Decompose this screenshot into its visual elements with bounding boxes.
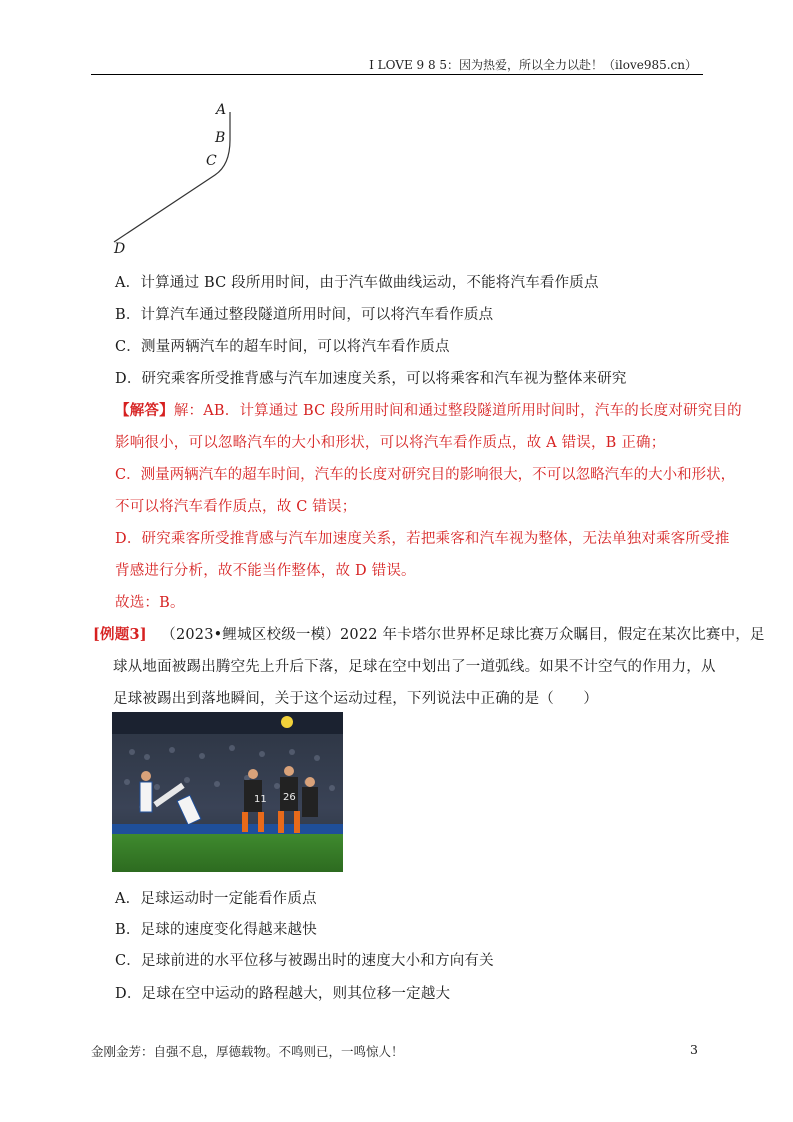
answer-line-5: D．研究乘客所受推背感与汽车加速度关系，若把乘客和汽车视为整体，无法单独对乘客所受推: [115, 531, 730, 547]
option-d: D．研究乘客所受推背感与汽车加速度关系，可以将乘客和汽车视为整体来研究: [115, 371, 627, 387]
example3-option-b: B．足球的速度变化得越来越快: [115, 922, 317, 938]
answer-tag: 【解答】: [115, 402, 174, 419]
answer-line-4: 不可以将汽车看作质点，故 C 错误；: [115, 499, 357, 515]
answer-line-1: [115, 399, 742, 420]
answer-text-1: 解：AB．计算通过 BC 段所用时间和通过整段隧道所用时间时，汽车的长度对研究目的: [173, 403, 742, 419]
page-footer-motto: 金刚金芳：自强不息，厚德载物。不鸣则已，一鸣惊人！: [91, 1044, 404, 1059]
figure-label-a: A: [216, 102, 227, 118]
answer-line-6: 背感进行分析，故不能当作整体，故 D 错误。: [115, 563, 416, 579]
svg-text:26: 26: [283, 792, 296, 803]
header-rule: [91, 74, 703, 75]
example3-stem-1: （2023•鲤城区校级一模）2022 年卡塔尔世界杯足球比赛万众瞩目，假定在某次比赛中，足: [161, 627, 765, 643]
example3-option-a: A．足球运动时一定能看作质点: [115, 891, 317, 907]
example3-line-1: [93, 623, 765, 644]
example3-stem-3: 足球被踢出到落地瞬间，关于这个运动过程，下列说法中正确的是（ ）: [113, 691, 599, 707]
svg-text:11: 11: [254, 794, 267, 805]
football-icon: [281, 716, 293, 728]
answer-line-2: 影响很小，可以忽略汽车的大小和形状，可以将汽车看作质点，故 A 错误，B 正确；: [115, 435, 666, 451]
example3-option-c: C．足球前进的水平位移与被踢出时的速度大小和方向有关: [115, 953, 494, 969]
example3-option-d: D．足球在空中运动的路程越大，则其位移一定越大: [115, 986, 451, 1002]
example3-label: [例题3]: [93, 626, 147, 643]
answer-line-7: 故选：B。: [115, 595, 185, 611]
option-c: C．测量两辆汽车的超车时间，可以将汽车看作质点: [115, 339, 450, 355]
figure-label-d: D: [114, 241, 126, 257]
example3-stem-2: 球从地面被踢出腾空先上升后下落，足球在空中划出了一道弧线。如果不计空气的作用力，从: [113, 659, 716, 675]
figure-label-c: C: [206, 153, 217, 169]
page-number: 3: [690, 1042, 698, 1057]
answer-line-3: C．测量两辆汽车的超车时间，汽车的长度对研究目的影响很大，不可以忽略汽车的大小和形状，: [115, 467, 736, 483]
figure-label-b: B: [215, 130, 226, 146]
page-header: I LOVE 9 8 5：因为热爱，所以全力以赴！（ilove985.cn）: [369, 58, 697, 72]
option-b: B．计算汽车通过整段隧道所用时间，可以将汽车看作质点: [115, 307, 494, 323]
trajectory-curve: [114, 112, 230, 242]
football-photo: [112, 712, 343, 872]
option-a: A．计算通过 BC 段所用时间，由于汽车做曲线运动，不能将汽车看作质点: [115, 275, 599, 291]
